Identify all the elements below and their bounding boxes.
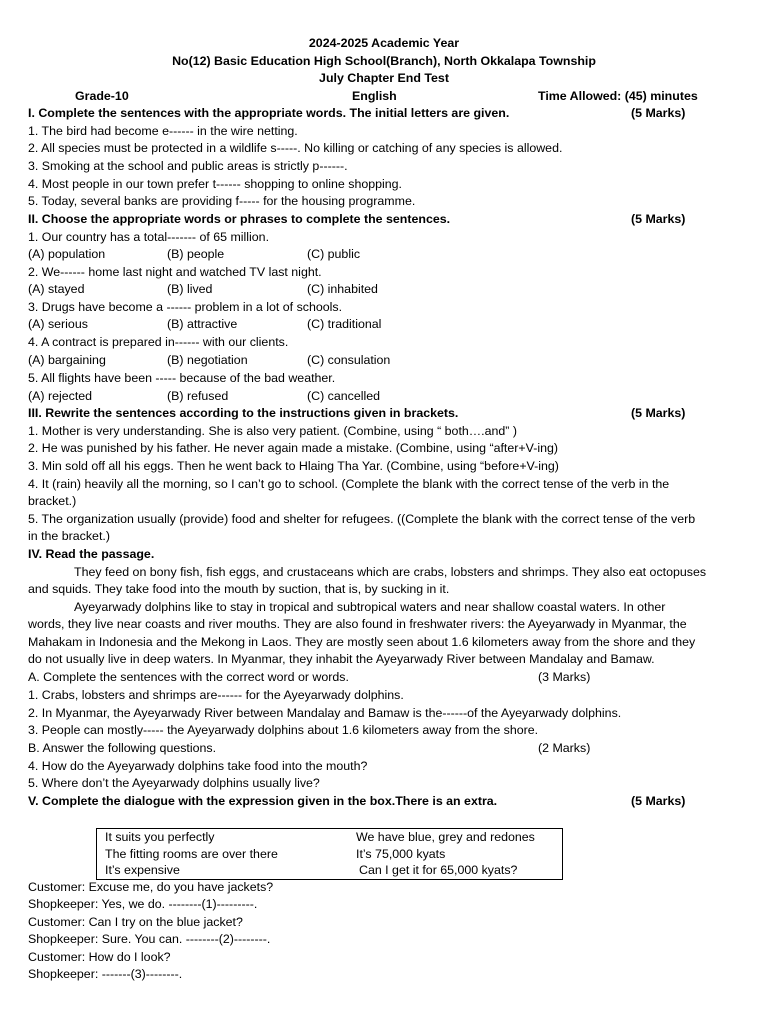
option-c: (C) cancelled	[307, 389, 380, 403]
option-c: (C) traditional	[307, 317, 382, 331]
s1-item: 1. The bird had become e------ in the wire netting.	[28, 124, 298, 138]
option-c: (C) inhabited	[307, 282, 378, 296]
s3-line: 5. The organization usually (provide) food and shelter for refugees. ((Complete the blank with the correct tense of the verb	[28, 512, 696, 526]
section-3-heading: III. Rewrite the sentences according to the instructions given in brackets.	[28, 406, 459, 420]
grade-label: Grade-10	[75, 89, 129, 103]
dialogue-line: Shopkeeper: -------(3)--------.	[28, 967, 183, 981]
academic-year: 2024-2025 Academic Year	[308, 36, 460, 50]
option-c: (C) consulation	[307, 353, 391, 367]
time-allowed: Time Allowed: (45) minutes	[538, 89, 698, 103]
part-b-heading: B. Answer the following questions.	[28, 741, 217, 755]
box-expression: Can I get it for 65,000 kyats?	[359, 863, 518, 877]
section-5-marks: (5 Marks)	[631, 794, 686, 808]
option-b: (B) lived	[167, 282, 213, 296]
s2-question: 4. A contract is prepared in------ with our clients.	[28, 335, 289, 349]
s1-item: 5. Today, several banks are providing f----- for the housing programme.	[28, 194, 416, 208]
option-b: (B) refused	[167, 389, 229, 403]
passage-line: and squids. They take food into the mouth by suction, that is, by sucking in it.	[28, 582, 450, 596]
part-a-item: 3. People can mostly----- the Ayeyarwady dolphins about 1.6 kilometers away from the shore.	[28, 723, 539, 737]
section-2-heading: II. Choose the appropriate words or phrases to complete the sentences.	[28, 212, 451, 226]
s2-question: 1. Our country has a total------- of 65 million.	[28, 230, 270, 244]
s1-item: 2. All species must be protected in a wildlife s-----. No killing or catching of any species is allowed.	[28, 141, 563, 155]
passage-line: do not usually live in deep waters. In Myanmar, they inhabit the Ayeyarwady River between Mandalay and Bamaw.	[28, 652, 655, 666]
passage-line: Mahakam in Indonesia and the Mekong in Laos. They are mostly seen about 1.6 kilometers away from the shore and they	[28, 635, 696, 649]
s2-question: 3. Drugs have become a ------ problem in a lot of schools.	[28, 300, 343, 314]
s3-line: in the bracket.)	[28, 529, 110, 543]
s1-item: 4. Most people in our town prefer t------ shopping to online shopping.	[28, 177, 402, 191]
section-2-marks: (5 Marks)	[631, 212, 686, 226]
option-a: (A) population	[28, 247, 106, 261]
s2-question: 5. All flights have been ----- because of the bad weather.	[28, 371, 336, 385]
dialogue-line: Customer: Can I try on the blue jacket?	[28, 915, 243, 929]
school-name: No(12) Basic Education High School(Branch), North Okkalapa Township	[172, 54, 596, 68]
part-b-item: 5. Where don’t the Ayeyarwady dolphins usually live?	[28, 776, 320, 790]
part-b-marks: (2 Marks)	[538, 741, 591, 755]
part-a-marks: (3 Marks)	[538, 670, 591, 684]
box-expression: It’s expensive	[105, 863, 180, 877]
dialogue-line: Customer: Excuse me, do you have jackets?	[28, 880, 274, 894]
option-a: (A) bargaining	[28, 353, 106, 367]
s3-line: 3. Min sold off all his eggs. Then he went back to Hlaing Tha Yar. (Combine, using “before+V-ing)	[28, 459, 559, 473]
section-1-heading: I. Complete the sentences with the appropriate words. The initial letters are given.	[28, 106, 510, 120]
option-b: (B) negotiation	[167, 353, 248, 367]
expression-box	[96, 828, 563, 880]
option-b: (B) attractive	[167, 317, 238, 331]
passage-line: They feed on bony fish, fish eggs, and crustaceans which are crabs, lobsters and shrimps. They also eat octopuses	[74, 565, 707, 579]
option-a: (A) serious	[28, 317, 88, 331]
box-expression: The fitting rooms are over there	[105, 847, 278, 861]
section-1-marks: (5 Marks)	[631, 106, 686, 120]
box-expression: It’s 75,000 kyats	[356, 847, 446, 861]
part-a-heading: A. Complete the sentences with the correct word or words.	[28, 670, 349, 684]
option-a: (A) stayed	[28, 282, 85, 296]
box-expression: We have blue, grey and redones	[356, 830, 535, 844]
option-c: (C) public	[307, 247, 361, 261]
s3-line: 2. He was punished by his father. He never again made a mistake. (Combine, using “after+V-ing)	[28, 441, 558, 455]
dialogue-line: Shopkeeper: Sure. You can. --------(2)--------.	[28, 932, 271, 946]
option-a: (A) rejected	[28, 389, 93, 403]
dialogue-line: Customer: How do I look?	[28, 950, 171, 964]
option-b: (B) people	[167, 247, 225, 261]
s3-line: 4. It (rain) heavily all the morning, so I can’t go to school. (Complete the blank with the correct tense of the verb in the	[28, 477, 670, 491]
s2-question: 2. We------ home last night and watched TV last night.	[28, 265, 322, 279]
s3-line: bracket.)	[28, 494, 77, 508]
test-title: July Chapter End Test	[319, 71, 449, 85]
section-4-heading: IV. Read the passage.	[28, 547, 155, 561]
box-expression: It suits you perfectly	[105, 830, 215, 844]
part-a-item: 1. Crabs, lobsters and shrimps are------ for the Ayeyarwady dolphins.	[28, 688, 404, 702]
section-5-heading: V. Complete the dialogue with the expression given in the box.There is an extra.	[28, 794, 498, 808]
passage-line: words, they live near coasts and river mouths. They are also found in freshwater rivers: the Ayeyarwady in Myanmar, the	[28, 617, 687, 631]
s1-item: 3. Smoking at the school and public areas is strictly p------.	[28, 159, 348, 173]
subject-label: English	[352, 89, 397, 103]
part-a-item: 2. In Myanmar, the Ayeyarwady River between Mandalay and Bamaw is the------of the Ayeyarwady dolphins.	[28, 706, 622, 720]
part-b-item: 4. How do the Ayeyarwady dolphins take food into the mouth?	[28, 759, 368, 773]
section-3-marks: (5 Marks)	[631, 406, 686, 420]
passage-line: Ayeyarwady dolphins like to stay in tropical and subtropical waters and near shallow coastal waters. In other	[74, 600, 666, 614]
dialogue-line: Shopkeeper: Yes, we do. --------(1)---------.	[28, 897, 258, 911]
s3-line: 1. Mother is very understanding. She is also very patient. (Combine, using “ both….and” )	[28, 424, 517, 438]
